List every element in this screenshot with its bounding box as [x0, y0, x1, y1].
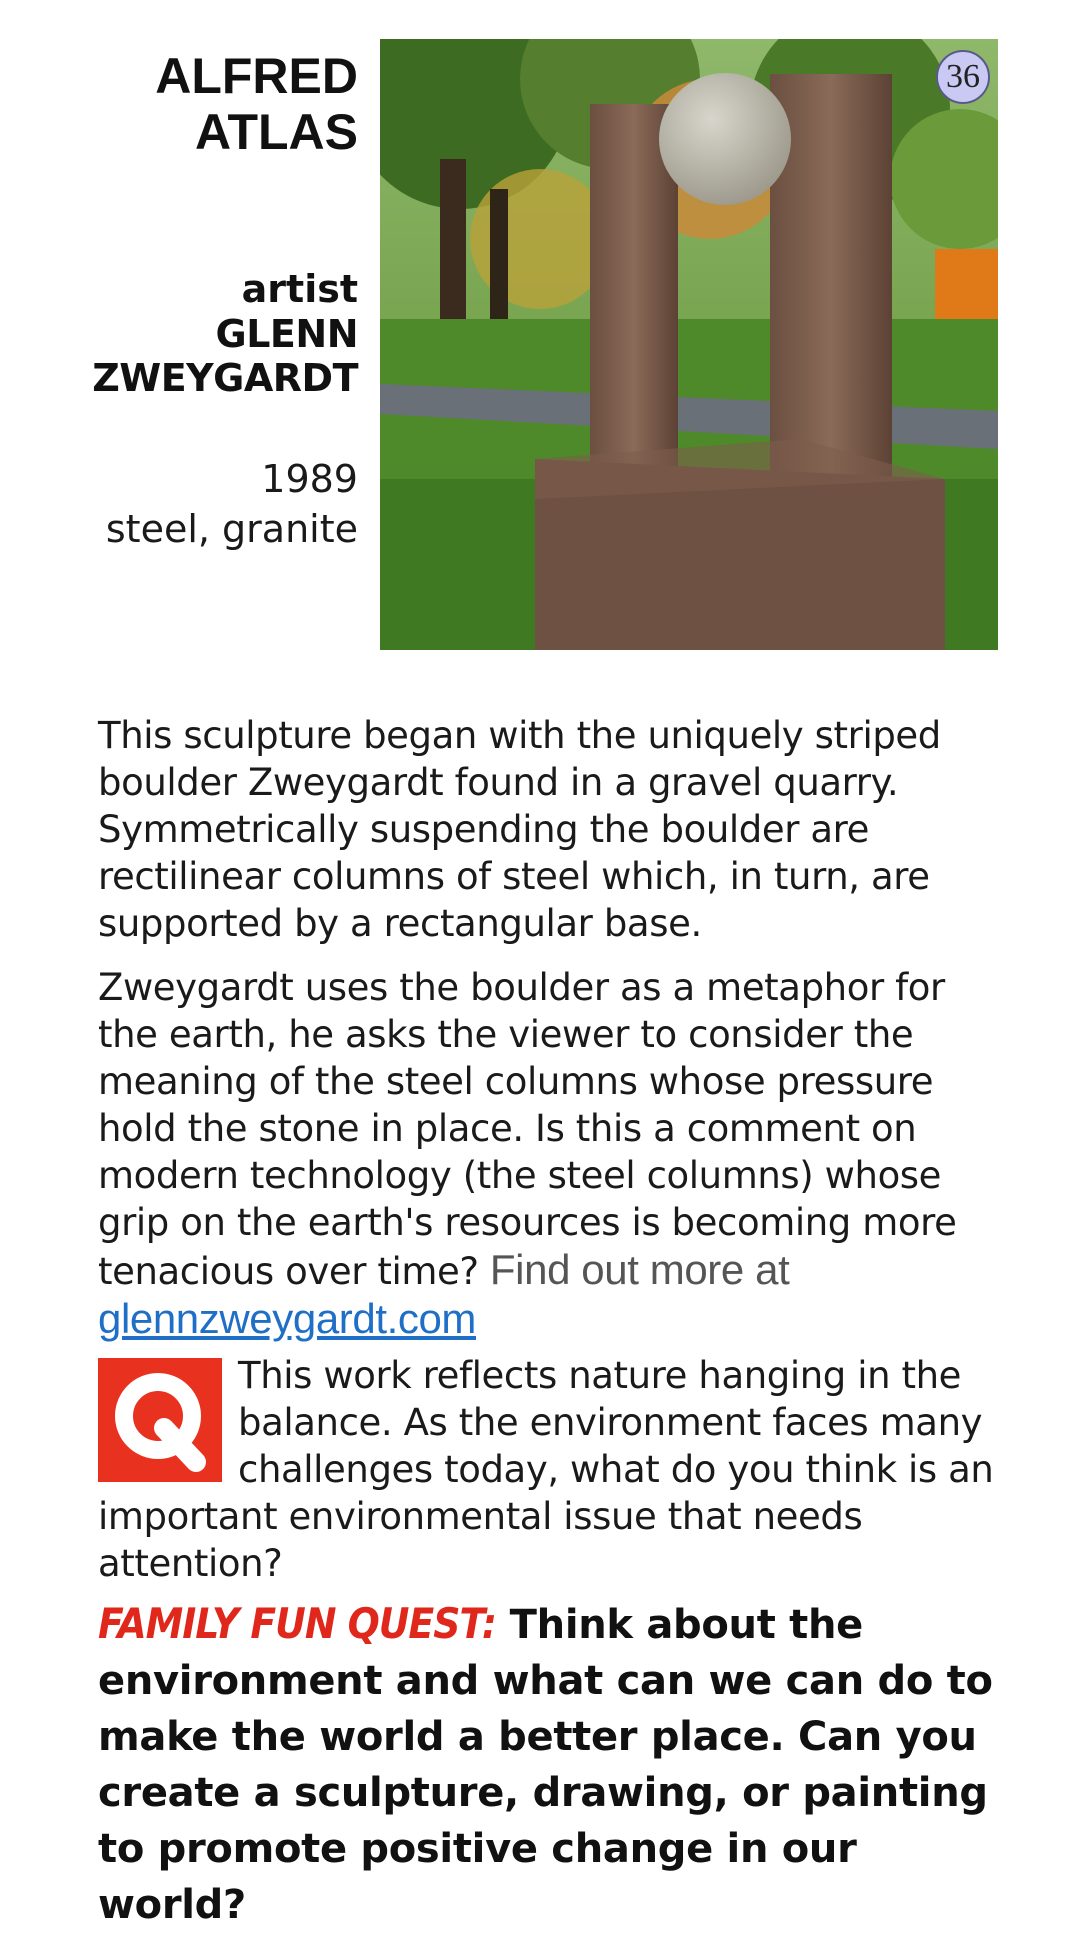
title-line-2: ATLAS — [195, 104, 358, 160]
question-text: This work reflects nature hanging in the balance. As the environment faces many challenges today, what do you think is an important environmental issue that needs attention? — [98, 1354, 994, 1585]
artist-label: artist — [241, 267, 358, 311]
artwork-materials: steel, granite — [105, 507, 358, 551]
artwork-meta — [60, 454, 358, 554]
paragraph-2-text: Zweygardt uses the boulder as a metaphor for the earth, he asks the viewer to consider the meaning of the steel columns whose pressure hold the stone in place. Is this a comment on modern technology (the steel columns) whose grip on the earth's resources is becoming more tenacious over time? — [98, 966, 957, 1293]
artist-name — [60, 312, 358, 400]
photo-illustration — [380, 39, 998, 650]
artist-website-link[interactable]: glennzweygardt.com — [98, 1295, 476, 1342]
description-paragraph-2 — [98, 964, 998, 1344]
q-icon — [98, 1358, 222, 1482]
artwork-title — [60, 48, 358, 160]
family-fun-quest — [98, 1596, 998, 1933]
artist-first-name: GLENN — [215, 312, 358, 356]
page-number-badge: 36 — [936, 50, 990, 104]
artist-last-name: ZWEYGARDT — [92, 356, 358, 400]
artwork-year: 1989 — [261, 457, 358, 501]
quest-label: FAMILY FUN QUEST: — [98, 1599, 497, 1648]
title-line-1: ALFRED — [155, 48, 358, 104]
quest-text: Think about the environment and what can we can do to make the world a better place. Can you create a sculpture, drawing, or painting to promote positive change in our world? — [98, 1602, 993, 1928]
find-more-text: Find out more at — [478, 1246, 790, 1293]
description-paragraph-1: This sculpture began with the uniquely striped boulder Zweygardt found in a gravel quarry. Symmetrically suspending the boulder are rectilinear columns of steel which, in turn, are supported by a rectangular base. — [98, 714, 941, 945]
discussion-question — [98, 1354, 998, 1587]
sculpture-photo — [380, 39, 998, 650]
header-block — [60, 48, 358, 554]
